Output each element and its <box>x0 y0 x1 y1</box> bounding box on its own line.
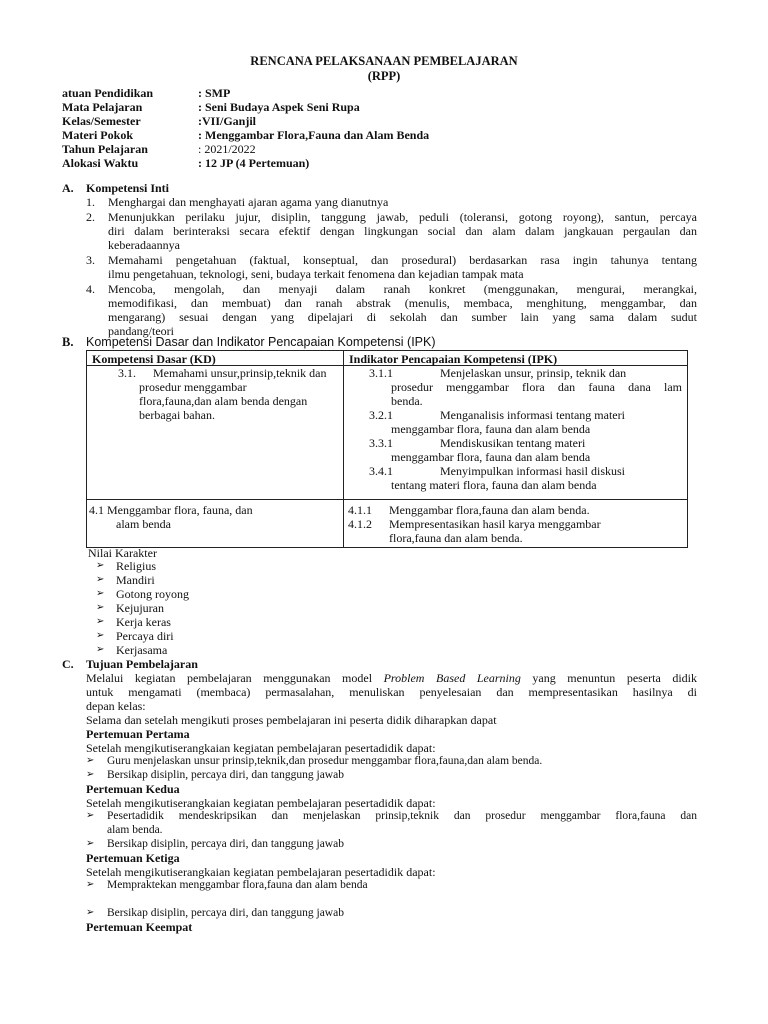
kd-text-line: 4.1 Menggambar flora, fauna, dan <box>89 503 253 517</box>
document-title: RENCANA PELAKSANAAN PEMBELAJARAN <box>250 54 518 68</box>
tujuan-intro-line1 <box>86 671 697 685</box>
arrow-bullet-icon: ➢ <box>86 769 95 780</box>
tujuan-intro-line4: Selama dan setelah mengikuti proses pembelajaran ini peserta didik diharapkan dapat <box>86 713 497 727</box>
identity-label: Alokasi Waktu <box>62 156 139 170</box>
kd-text-line: berbagai bahan. <box>139 408 215 422</box>
meeting-2-title: Pertemuan Kedua <box>86 782 180 796</box>
section-letter: C. <box>62 657 74 671</box>
identity-label: Kelas/Semester <box>62 114 141 128</box>
ipk-text-line: Mendiskusikan tentang materi <box>440 436 586 450</box>
ipk-text-line: prosedur menggambar flora dan fauna dana lam <box>391 380 682 394</box>
ipk-text-line: tentang materi flora, fauna dan alam benda <box>391 478 597 492</box>
kd-number: 3.1. <box>118 366 136 380</box>
ipk-number: 4.1.2 <box>348 517 372 531</box>
ki-text <box>108 282 697 338</box>
meeting-3-bullet-1: Mempraktekan menggambar flora,fauna dan alam benda <box>107 879 368 891</box>
meeting-1-title: Pertemuan Pertama <box>86 727 190 741</box>
nilai-item: Kerjasama <box>116 643 168 657</box>
section-b-heading <box>62 335 436 349</box>
table-row-divider <box>87 499 687 500</box>
ipk-number: 3.1.1 <box>369 366 393 380</box>
nilai-item: Kerja keras <box>116 615 171 629</box>
ipk-text-line: menggambar flora, fauna dan alam benda <box>391 422 591 436</box>
ipk-text-line: benda. <box>391 394 423 408</box>
section-letter: B. <box>62 335 74 349</box>
identity-value: :VII/Ganjil <box>198 114 257 128</box>
ki-line: Memahami pengetahuan (faktual, konseptual, dan prosedural) berdasarkan rasa ingin tahunya tentang <box>108 253 697 267</box>
section-title: Kompetensi Dasar dan Indikator Pencapaian Kompetensi (IPK) <box>86 335 436 349</box>
ipk-text-line: Menggambar flora,fauna dan alam benda. <box>389 503 590 517</box>
ki-text <box>108 210 697 252</box>
kd-text-line: flora,fauna,dan alam benda dengan <box>139 394 308 408</box>
ki-line: Menghargai dan menghayati ajaran agama yang dianutnya <box>108 195 389 209</box>
ki-line: ilmu pengetahuan, teknologi, seni, budaya terkait fenomena dan kejadian tampak mata <box>108 267 524 281</box>
ipk-number: 3.2.1 <box>369 408 393 422</box>
section-letter: A. <box>62 181 74 195</box>
identity-label: Tahun Pelajaran <box>62 142 148 156</box>
ipk-text-line: Menyimpulkan informasi hasil diskusi <box>440 464 625 478</box>
meeting-3-lead: Setelah mengikutiserangkaian kegiatan pembelajaran pesertadidik dapat: <box>86 865 436 879</box>
meeting-2-bullet-1-cont: alam benda. <box>107 824 163 836</box>
kd-text-line: Memahami unsur,prinsip,teknik dan <box>153 366 327 380</box>
nilai-item: Mandiri <box>116 573 155 587</box>
intro-text: Melalui kegiatan pembelajaran menggunakan model <box>86 671 384 685</box>
meeting-3-title: Pertemuan Ketiga <box>86 851 180 865</box>
ki-number: 3. <box>86 253 95 267</box>
identity-label: atuan Pendidikan <box>62 86 154 100</box>
model-name: Problem Based Learning <box>383 671 521 685</box>
nilai-item: Religius <box>116 559 157 573</box>
section-a-heading <box>62 181 169 195</box>
ki-line: memodifikasi, dan membuat) dan ranah abstrak (menulis, membaca, menghitung, menggambar, dan <box>108 296 697 310</box>
meeting-2-bullet-2: Bersikap disiplin, percaya diri, dan tanggung jawab <box>107 838 344 850</box>
nilai-item: Kejujuran <box>116 601 164 615</box>
arrow-bullet-icon: ➢ <box>86 755 95 766</box>
section-title: Kompetensi Inti <box>86 181 170 195</box>
nilai-karakter-heading: Nilai Karakter <box>88 546 157 560</box>
ki-line: keberadaannya <box>108 238 180 252</box>
ki-number: 4. <box>86 282 95 296</box>
tujuan-intro-line3: depan kelas: <box>86 699 146 713</box>
ki-number: 2. <box>86 210 95 224</box>
arrow-bullet-icon: ➢ <box>96 574 105 585</box>
ki-line: Menunjukkan perilaku jujur, disiplin, tanggung jawab, peduli (toleransi, gotong royong), santun, percaya <box>108 210 697 224</box>
meeting-2-bullet-1: Pesertadidik mendeskripsikan dan menjelaskan prinsip,teknik dan prosedur menggambar flora,fauna dan <box>107 810 697 822</box>
ipk-text-line: menggambar flora, fauna dan alam benda <box>391 450 591 464</box>
arrow-bullet-icon: ➢ <box>86 907 95 918</box>
identity-label: Materi Pokok <box>62 128 133 142</box>
meeting-1-bullet-1: Guru menjelaskan unsur prinsip,teknik,dan prosedur menggambar flora,fauna,dan alam benda. <box>107 755 543 767</box>
arrow-bullet-icon: ➢ <box>96 602 105 613</box>
ipk-cell-3 <box>344 366 686 498</box>
ki-line: diri dalam berinteraksi secara efektif dengan lingkungan social dan alam dalam jangkauan pergaulan dan <box>108 224 697 238</box>
arrow-bullet-icon: ➢ <box>96 616 105 627</box>
ipk-number: 3.4.1 <box>369 464 393 478</box>
identity-value: : Seni Budaya Aspek Seni Rupa <box>198 100 360 114</box>
arrow-bullet-icon: ➢ <box>86 810 95 821</box>
section-c-heading <box>62 657 198 671</box>
identity-label: Mata Pelajaran <box>62 100 143 114</box>
kd-text-line: alam benda <box>116 517 171 531</box>
ipk-text-line: Mempresentasikan hasil karya menggambar <box>389 517 601 531</box>
meeting-1-bullet-2: Bersikap disiplin, percaya diri, dan tanggung jawab <box>107 769 344 781</box>
document-subtitle: (RPP) <box>367 69 401 83</box>
intro-text: yang menuntun peserta didik <box>520 671 698 685</box>
arrow-bullet-icon: ➢ <box>96 630 105 641</box>
meeting-1-lead: Setelah mengikutiserangkaian kegiatan pembelajaran pesertadidik dapat: <box>86 741 436 755</box>
arrow-bullet-icon: ➢ <box>86 838 95 849</box>
meeting-2-lead: Setelah mengikutiserangkaian kegiatan pembelajaran pesertadidik dapat: <box>86 796 436 810</box>
ki-text <box>108 195 697 209</box>
identity-value: : Menggambar Flora,Fauna dan Alam Benda <box>198 128 430 142</box>
arrow-bullet-icon: ➢ <box>96 588 105 599</box>
arrow-bullet-icon: ➢ <box>86 879 95 890</box>
kd-text-line: prosedur menggambar <box>139 380 247 394</box>
arrow-bullet-icon: ➢ <box>96 560 105 571</box>
ipk-text-line: Menjelaskan unsur, prinsip, teknik dan <box>440 366 627 380</box>
ki-number: 1. <box>86 195 95 209</box>
nilai-item: Percaya diri <box>116 629 174 643</box>
ipk-number: 4.1.1 <box>348 503 372 517</box>
ipk-text-line: flora,fauna dan alam benda. <box>389 531 523 545</box>
nilai-item: Gotong royong <box>116 587 189 601</box>
section-title: Tujuan Pembelajaran <box>86 657 198 671</box>
ki-text <box>108 253 697 281</box>
ki-line: Mencoba, mengolah, dan menyaji dalam ranah konkret (menggunakan, mengurai, merangkai, <box>108 282 697 296</box>
arrow-bullet-icon: ➢ <box>96 644 105 655</box>
tujuan-intro-line2: untuk mengamati (membaca) permasalahan, menuliskan penyelesaian dan mempresentasikan hasilnya di <box>86 685 697 699</box>
table-header-ipk: Indikator Pencapaian Kompetensi (IPK) <box>349 352 558 366</box>
ki-line: mengarang) sesuai dengan yang dipelajari di sekolah dan sumber lain yang sama dalam sudut <box>108 310 697 324</box>
kd-ipk-table <box>86 350 688 548</box>
ki-line: pandang/teori <box>108 324 174 338</box>
identity-value: : 2021/2022 <box>198 142 256 156</box>
identity-value: : 12 JP (4 Pertemuan) <box>198 156 310 170</box>
meeting-3-bullet-2: Bersikap disiplin, percaya diri, dan tanggung jawab <box>107 907 344 919</box>
identity-value: : SMP <box>198 86 231 100</box>
ipk-text-line: Menganalisis informasi tentang materi <box>440 408 625 422</box>
ipk-number: 3.3.1 <box>369 436 393 450</box>
meeting-4-title: Pertemuan Keempat <box>86 920 193 934</box>
table-header-kd: Kompetensi Dasar (KD) <box>92 352 216 366</box>
